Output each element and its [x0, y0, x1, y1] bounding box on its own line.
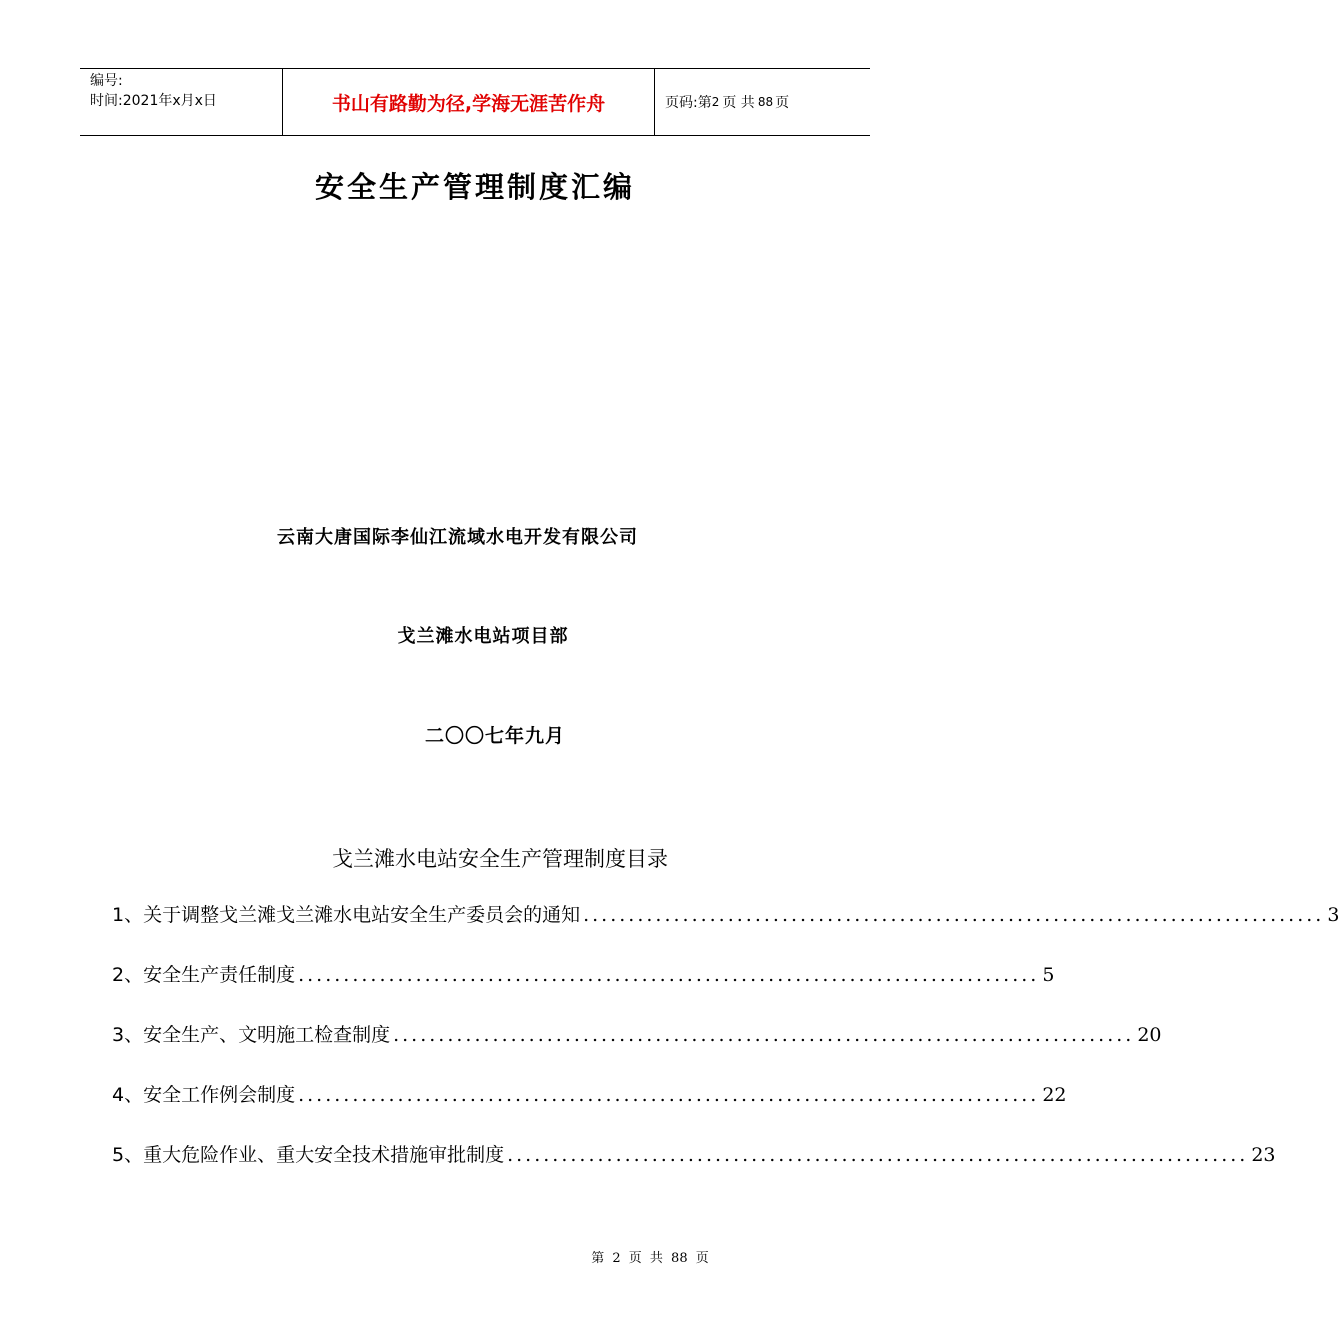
page-info-current: 2: [711, 95, 720, 109]
toc-item[interactable]: [112, 1140, 1276, 1200]
department-name: 戈兰滩水电站项目部: [397, 626, 569, 647]
time-label: 时间:2021年x月x日: [90, 93, 217, 109]
header-page-info: [655, 69, 870, 135]
toc-item[interactable]: [112, 1020, 1162, 1080]
toc-item-page: 22: [1042, 1084, 1067, 1106]
page-info-suffix: 页: [775, 95, 790, 111]
toc-item-label: 4、安全工作例会制度: [112, 1084, 296, 1106]
page-info-prefix: 页码:第: [665, 95, 712, 111]
toc-item[interactable]: [112, 1080, 1067, 1140]
toc-item[interactable]: [112, 960, 1055, 1020]
table-of-contents: [112, 900, 1339, 1200]
toc-item[interactable]: [112, 900, 1339, 960]
toc-leader-dots: ..................................................................................: [298, 964, 1040, 986]
toc-title: 戈兰滩水电站安全生产管理制度目录: [332, 847, 668, 871]
page-info-total: 88: [757, 95, 774, 109]
toc-item-label: 1、关于调整戈兰滩戈兰滩水电站安全生产委员会的通知: [112, 904, 581, 926]
toc-item-page: 3: [1327, 904, 1339, 926]
toc-leader-dots: ..................................................................................: [298, 1084, 1040, 1106]
toc-item-label: 5、重大危险作业、重大安全技术措施审批制度: [112, 1144, 505, 1166]
organization-name: 云南大唐国际李仙江流域水电开发有限公司: [277, 527, 638, 548]
document-date: 二〇〇七年九月: [424, 725, 565, 747]
document-title: 安全生产管理制度汇编: [314, 170, 635, 204]
toc-item-label: 2、安全生产责任制度: [112, 964, 296, 986]
header-motto: 书山有路勤为径,学海无涯苦作舟: [282, 69, 655, 135]
toc-item-page: 23: [1251, 1144, 1276, 1166]
number-label: 编号:: [90, 73, 123, 89]
toc-item-label: 3、安全生产、文明施工检查制度: [112, 1024, 391, 1046]
toc-leader-dots: ..................................................................................: [583, 904, 1325, 926]
page-header: [80, 68, 870, 136]
toc-leader-dots: ..................................................................................: [393, 1024, 1135, 1046]
page-info-middle: 页 共: [722, 95, 755, 111]
toc-item-page: 5: [1042, 964, 1055, 986]
toc-item-page: 20: [1137, 1024, 1162, 1046]
page-footer: 第 2 页 共 88 页: [591, 1251, 709, 1266]
toc-leader-dots: ..................................................................................: [507, 1144, 1249, 1166]
header-meta: [80, 69, 282, 135]
